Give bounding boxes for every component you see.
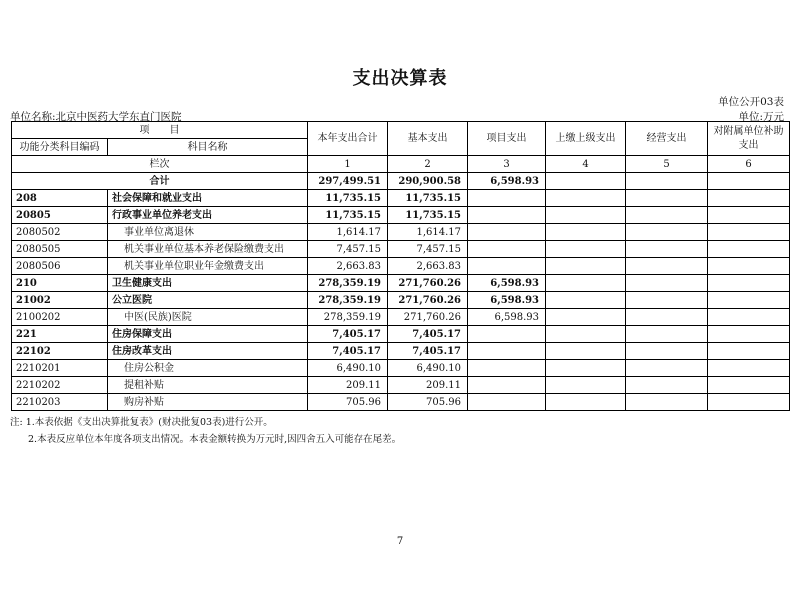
empty-cell: [546, 207, 626, 224]
empty-cell: [708, 190, 790, 207]
header-business: 经营支出: [626, 122, 708, 156]
row-basic: 209.11: [388, 377, 468, 394]
table-row: [12, 360, 790, 377]
note-1: 注: 1.本表依据《支出决算批复表》(财决批复03表)进行公开。: [10, 417, 273, 428]
row-project: [468, 241, 546, 258]
table-row: [12, 275, 790, 292]
table-row: [12, 326, 790, 343]
empty-cell: [626, 343, 708, 360]
expenditure-table: [11, 121, 790, 411]
row-project: [468, 360, 546, 377]
empty-cell: [708, 207, 790, 224]
row-project: 6,598.93: [468, 292, 546, 309]
header-name: 科目名称: [108, 139, 308, 156]
row-name: 购房补贴: [108, 394, 308, 411]
row-basic: 1,614.17: [388, 224, 468, 241]
note-2: 2.本表反应单位本年度各项支出情况。本表金额转换为万元时,因四舍五入可能存在尾差。: [28, 434, 402, 445]
row-total: 209.11: [308, 377, 388, 394]
col-num: 2: [388, 156, 468, 173]
row-basic: 11,735.15: [388, 207, 468, 224]
row-name: 住房公积金: [108, 360, 308, 377]
row-total: 11,735.15: [308, 190, 388, 207]
empty-cell: [546, 275, 626, 292]
currency-unit: 单位:万元: [738, 111, 784, 123]
table-row: [12, 241, 790, 258]
row-code: 210: [12, 275, 108, 292]
row-basic: 705.96: [388, 394, 468, 411]
empty-cell: [546, 394, 626, 411]
header-total: 本年支出合计: [308, 122, 388, 156]
row-code: 20805: [12, 207, 108, 224]
table-row: [12, 207, 790, 224]
row-name: 公立医院: [108, 292, 308, 309]
row-basic: 6,490.10: [388, 360, 468, 377]
row-total: 11,735.15: [308, 207, 388, 224]
table-row: [12, 394, 790, 411]
row-name: 提租补贴: [108, 377, 308, 394]
empty-cell: [546, 258, 626, 275]
row-name: 机关事业单位基本养老保险缴费支出: [108, 241, 308, 258]
row-total: 6,490.10: [308, 360, 388, 377]
empty-cell: [626, 309, 708, 326]
row-basic: 7,405.17: [388, 326, 468, 343]
row-total: 7,457.15: [308, 241, 388, 258]
col-num: 1: [308, 156, 388, 173]
header-item: 项 目: [12, 122, 308, 139]
row-basic: 271,760.26: [388, 292, 468, 309]
empty-cell: [546, 377, 626, 394]
header-col-label: 栏次: [12, 156, 308, 173]
row-project: [468, 224, 546, 241]
empty-cell: [626, 377, 708, 394]
row-total: 705.96: [308, 394, 388, 411]
row-name: 行政事业单位养老支出: [108, 207, 308, 224]
row-total: 7,405.17: [308, 326, 388, 343]
notes: [10, 414, 401, 448]
empty-cell: [626, 394, 708, 411]
form-number: 单位公开03表: [718, 96, 784, 108]
row-name: 卫生健康支出: [108, 275, 308, 292]
row-project: [468, 190, 546, 207]
row-code: 2210201: [12, 360, 108, 377]
empty-cell: [626, 224, 708, 241]
empty-cell: [708, 309, 790, 326]
unit-name: 单位名称:北京中医药大学东直门医院: [10, 111, 182, 123]
empty-cell: [626, 190, 708, 207]
row-code: 2080505: [12, 241, 108, 258]
col-num: 3: [468, 156, 546, 173]
table-row: [12, 190, 790, 207]
row-code: 208: [12, 190, 108, 207]
empty-cell: [546, 360, 626, 377]
row-project: [468, 258, 546, 275]
empty-cell: [546, 292, 626, 309]
empty-cell: [546, 326, 626, 343]
row-total: 7,405.17: [308, 343, 388, 360]
row-project: [468, 343, 546, 360]
row-total: 1,614.17: [308, 224, 388, 241]
empty-cell: [708, 241, 790, 258]
row-name: 事业单位离退休: [108, 224, 308, 241]
row-code: 2080506: [12, 258, 108, 275]
row-basic: 271,760.26: [388, 309, 468, 326]
empty-cell: [626, 275, 708, 292]
empty-cell: [708, 394, 790, 411]
table-row: [12, 292, 790, 309]
empty-cell: [626, 241, 708, 258]
row-code: 2080502: [12, 224, 108, 241]
row-code: 2100202: [12, 309, 108, 326]
row-project: 6,598.93: [468, 309, 546, 326]
empty-cell: [708, 258, 790, 275]
row-name: 住房保障支出: [108, 326, 308, 343]
row-code: 21002: [12, 292, 108, 309]
empty-cell: [546, 241, 626, 258]
table-row: [12, 258, 790, 275]
page-title: 支出决算表: [352, 68, 448, 89]
row-total: 278,359.19: [308, 275, 388, 292]
empty-cell: [708, 377, 790, 394]
row-basic: 7,405.17: [388, 343, 468, 360]
empty-cell: [546, 224, 626, 241]
row-code: 22102: [12, 343, 108, 360]
empty-cell: [708, 292, 790, 309]
row-name: 社会保障和就业支出: [108, 190, 308, 207]
header-upper: 上缴上级支出: [546, 122, 626, 156]
total-basic: 290,900.58: [388, 173, 468, 190]
empty-cell: [626, 207, 708, 224]
row-basic: 271,760.26: [388, 275, 468, 292]
row-code: 2210202: [12, 377, 108, 394]
total-row: [12, 173, 790, 190]
row-project: [468, 394, 546, 411]
row-basic: 2,663.83: [388, 258, 468, 275]
empty-cell: [626, 360, 708, 377]
row-name: 住房改革支出: [108, 343, 308, 360]
empty-cell: [708, 326, 790, 343]
empty-cell: [708, 275, 790, 292]
header-project: 项目支出: [468, 122, 546, 156]
table-row: [12, 377, 790, 394]
row-name: 机关事业单位职业年金缴费支出: [108, 258, 308, 275]
empty-cell: [626, 258, 708, 275]
row-project: [468, 326, 546, 343]
empty-cell: [708, 343, 790, 360]
row-basic: 7,457.15: [388, 241, 468, 258]
empty-cell: [708, 360, 790, 377]
empty-cell: [626, 292, 708, 309]
empty-cell: [546, 190, 626, 207]
table-row: [12, 343, 790, 360]
col-num: 5: [626, 156, 708, 173]
row-project: [468, 377, 546, 394]
page-number: 7: [396, 536, 404, 547]
header-basic: 基本支出: [388, 122, 468, 156]
row-total: 278,359.19: [308, 309, 388, 326]
empty-cell: [626, 326, 708, 343]
col-num: 6: [708, 156, 790, 173]
row-total: 2,663.83: [308, 258, 388, 275]
table-row: [12, 224, 790, 241]
total-amount: 297,499.51: [308, 173, 388, 190]
row-project: 6,598.93: [468, 275, 546, 292]
table-row: [12, 309, 790, 326]
row-total: 278,359.19: [308, 292, 388, 309]
row-project: [468, 207, 546, 224]
row-code: 2210203: [12, 394, 108, 411]
row-basic: 11,735.15: [388, 190, 468, 207]
empty-cell: [546, 309, 626, 326]
header-code: 功能分类科目编码: [12, 139, 108, 156]
col-num: 4: [546, 156, 626, 173]
header-subsidy: 对附属单位补助支出: [708, 122, 790, 156]
empty-cell: [546, 343, 626, 360]
row-name: 中医(民族)医院: [108, 309, 308, 326]
empty-cell: [708, 224, 790, 241]
total-label: 合计: [12, 173, 308, 190]
total-project: 6,598.93: [468, 173, 546, 190]
row-code: 221: [12, 326, 108, 343]
